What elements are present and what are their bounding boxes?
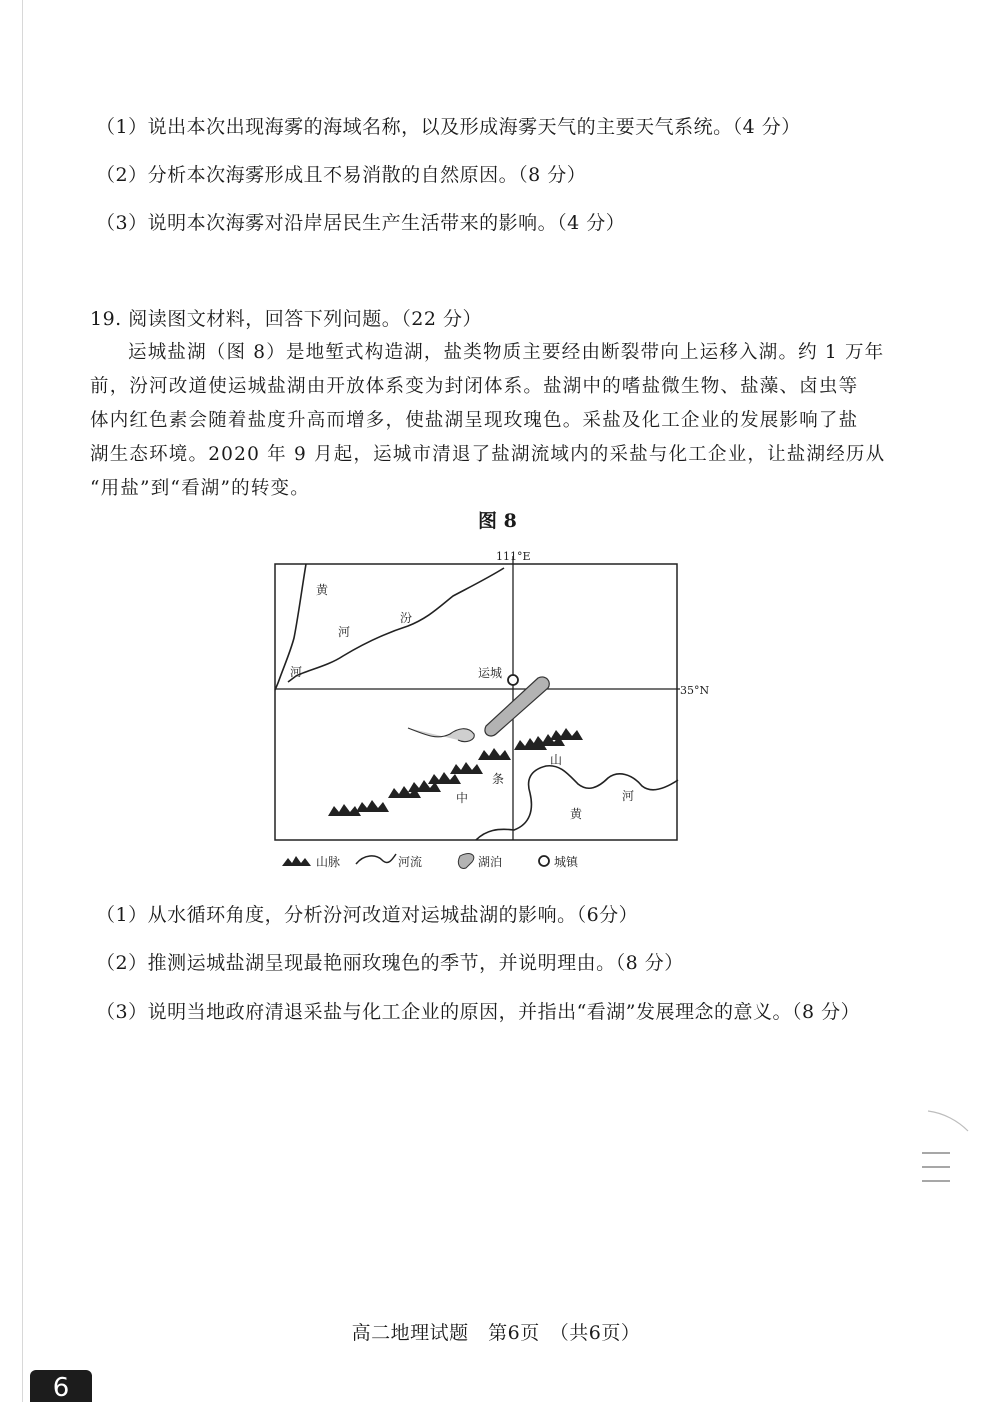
q19-paragraph-line: 运城盐湖（图 8）是地堑式构造湖，盐类物质主要经由断裂带向上运移入湖。约 1 万年 [128,342,885,363]
yuncheng-map [268,548,718,878]
label-zhongtiao-2: 条 [492,772,505,786]
page-number-badge: 6 [30,1370,92,1402]
q19-question-1: （1）从水循环角度，分析汾河改道对运城盐湖的影响。（6分） [96,904,639,926]
label-fen-river: 汾 [400,611,413,625]
label-yellow-river-lower-1: 黄 [570,807,583,821]
map-frame [275,564,677,840]
legend-mountain-icon [282,856,311,866]
yellow-river-lower [476,766,678,840]
legend-lake-icon [458,854,473,869]
label-yellow-river-upper-1: 黄 [316,583,329,597]
figure-title: 图 8 [478,510,517,532]
page-footer: 高二地理试题 第6页 （共6页） [351,1322,641,1344]
salt-lake [485,677,549,736]
q19-paragraph-line: 前，汾河改道使运城盐湖由开放体系变为封闭体系。盐湖中的嗜盐微生物、盐藻、卤虫等 [90,376,859,397]
q19-question-2: （2）推测运城盐湖呈现最艳丽玫瑰色的季节，并说明理由。（8 分） [96,952,684,974]
label-yellow-river-lower-2: 河 [622,789,635,803]
label-zhongtiao-1: 中 [456,791,469,805]
label-zhongtiao-3: 山 [550,753,563,767]
map-legend [282,854,579,869]
legend-lake: 湖泊 [478,855,503,869]
parallel-label: 35°N [680,684,710,697]
legend-river-icon [356,854,396,864]
q19-paragraph-line: 体内红色素会随着盐度升高而增多，使盐湖呈现玫瑰色。采盐及化工企业的发展影响了盐 [90,410,859,431]
legend-town: 城镇 [554,855,579,869]
stream-west [408,728,474,742]
side-menu-icon[interactable] [910,1105,980,1185]
q19-question-3: （3）说明当地政府清退采盐与化工企业的原因，并指出“看湖”发展理念的意义。（8 分） [96,1001,861,1023]
legend-town-icon [539,856,549,866]
q19-heading: 19. 阅读图文材料，回答下列问题。（22 分） [90,308,482,330]
meridian-label: 111°E [496,550,531,563]
city-marker-yuncheng [508,675,518,685]
label-yellow-river-upper-3: 河 [290,665,303,679]
prev-question-1: （1）说出本次出现海雾的海域名称，以及形成海雾天气的主要天气系统。（4 分） [96,116,801,138]
label-yellow-river-upper-2: 河 [338,625,351,639]
prev-question-3: （3）说明本次海雾对沿岸居民生产生活带来的影响。（4 分） [96,212,626,234]
legend-river: 河流 [398,855,423,869]
q19-paragraph-line: “用盐”到“看湖”的转变。 [90,478,310,499]
legend-mountain: 山脉 [316,855,341,869]
page-edge [22,0,23,1402]
q19-paragraph-line: 湖生态环境。2020 年 9 月起，运城市清退了盐湖流域内的采盐与化工企业，让盐湖经历从 [90,444,886,465]
city-label: 运城 [478,666,503,680]
prev-question-2: （2）分析本次海雾形成且不易消散的自然原因。（8 分） [96,164,587,186]
